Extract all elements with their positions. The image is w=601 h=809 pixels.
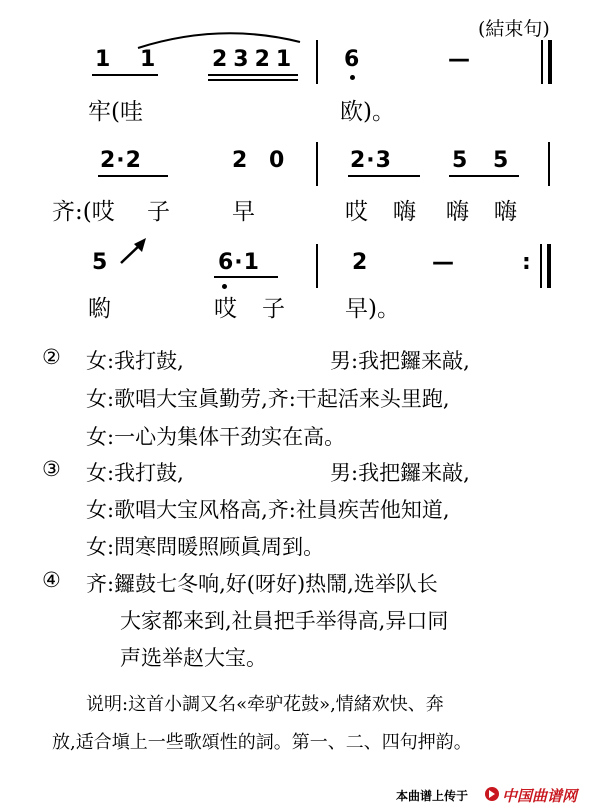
lyric: 嗨: [446, 199, 469, 225]
underline: [214, 276, 278, 278]
upload-text: 本曲谱上传于: [396, 789, 469, 803]
ending-phrase-label: (結束句): [478, 18, 550, 40]
verse-line: 齐:鑼鼓七冬响,好(呀好)热鬧,选举队长: [86, 572, 438, 596]
verse-number: ④: [42, 568, 61, 592]
lyric: 哎: [345, 199, 368, 225]
dash: —: [448, 47, 471, 72]
note-1b: 1: [140, 47, 157, 72]
low-octave-dot: [350, 75, 355, 80]
note-2: 2: [352, 250, 369, 275]
note-line: 放,适合塡上一些歌頌性的詞。第一、二、四句押韵。: [52, 732, 472, 753]
lyric: 早: [232, 199, 255, 225]
verse-line: 女:我打鼓,: [86, 461, 184, 485]
lyric: 哎: [214, 296, 237, 322]
note-2321: 2321: [212, 47, 298, 72]
verse-line: 女:一心为集体干劲实在高。: [86, 425, 346, 449]
underline: [98, 175, 168, 177]
verse-line: 男:我把鑼来敲,: [330, 349, 470, 373]
verse-line: 女:我打鼓,: [86, 349, 184, 373]
dash: —: [432, 250, 455, 275]
underline: [449, 175, 519, 177]
lyric: 欧)。: [340, 99, 395, 125]
note-1a: 1: [95, 47, 112, 72]
verse-line: 大家都来到,社員把手举得高,异口同: [120, 609, 449, 633]
barline: [316, 40, 318, 84]
barline: [316, 244, 318, 288]
verse-line: 男:我把鑼来敲,: [330, 461, 470, 485]
note-6: 6: [344, 47, 361, 72]
note-6-1: 6·1: [218, 250, 260, 275]
barline: [548, 142, 550, 186]
verse-line: 女:歌唱大宝风格高,齐:社員疾苦他知道,: [86, 498, 450, 522]
note-2-3: 2·3: [350, 148, 392, 173]
verse-line: 女:問寒問暖照顾眞周到。: [86, 535, 325, 559]
underline: [92, 74, 158, 76]
underline: [208, 74, 298, 76]
note-2-2: 2·2: [100, 148, 142, 173]
lyric: 早)。: [345, 296, 400, 322]
note-line: 说明:这首小調又名«牵驴花鼓»,情緒欢快、奔: [86, 694, 444, 715]
underline: [208, 79, 298, 81]
lyric: 子: [147, 199, 170, 225]
verse-number: ②: [42, 345, 61, 369]
verse-line: 声选举赵大宝。: [120, 646, 267, 670]
barline: [540, 244, 542, 288]
note-2-0: 2 0: [232, 148, 286, 173]
low-octave-dot: [222, 284, 227, 289]
lyric: 子: [262, 296, 285, 322]
barline: [316, 142, 318, 186]
note-5-5: 5 5: [452, 148, 510, 173]
lyric: 喲: [88, 296, 111, 322]
lyric: 牢(哇: [88, 99, 143, 125]
glissando-arrow-icon: [118, 236, 150, 266]
note-5: 5: [92, 250, 109, 275]
lyric: 嗨: [494, 199, 517, 225]
lyric: 齐:(哎: [52, 199, 115, 225]
site-name[interactable]: 中国曲谱网: [502, 787, 578, 805]
final-barline: [547, 244, 551, 288]
repeat-colon: :: [522, 250, 532, 275]
final-barline: [548, 40, 552, 84]
underline: [348, 175, 420, 177]
barline: [541, 40, 543, 84]
verse-number: ③: [42, 457, 61, 481]
lyric: 嗨: [393, 199, 416, 225]
verse-line: 女:歌唱大宝眞勤劳,齐:干起活来头里跑,: [86, 387, 450, 411]
site-logo-icon: [484, 786, 500, 802]
